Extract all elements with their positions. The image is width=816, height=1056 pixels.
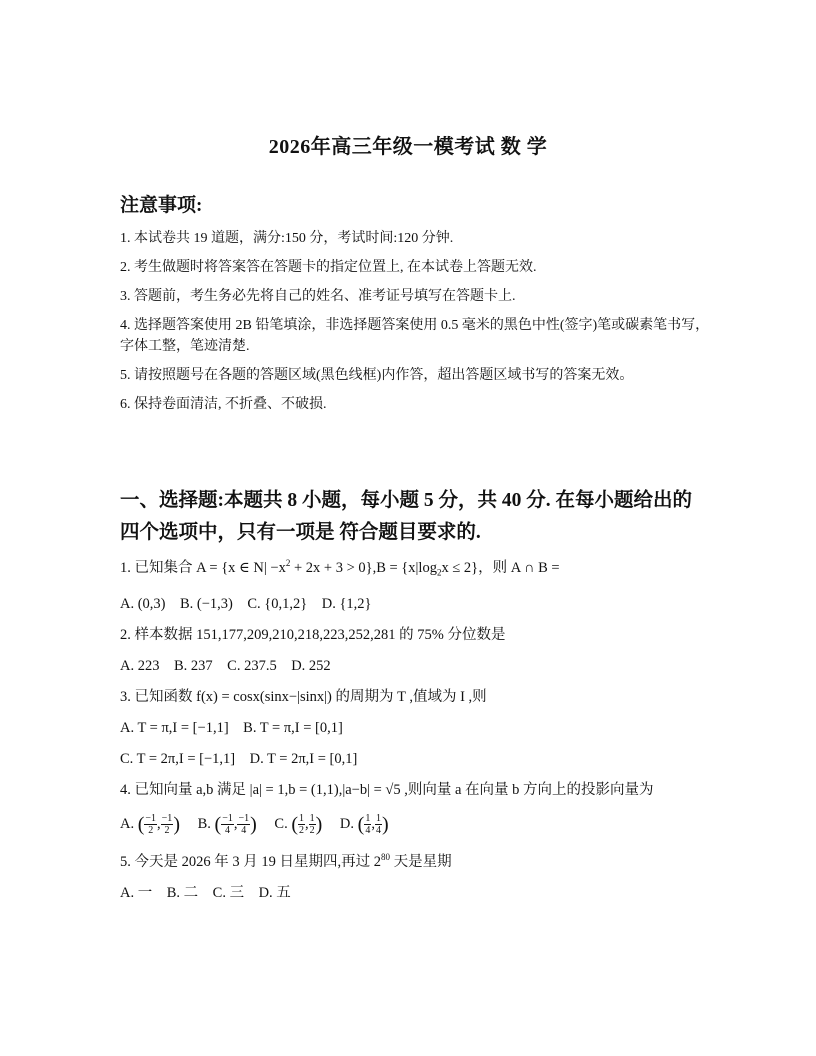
question-2-stem: 2. 样本数据 151,177,209,210,218,223,252,281 的 75% 分位数是 [120, 626, 506, 643]
option-label: C. [274, 815, 288, 832]
numerator: −1 [238, 812, 250, 824]
denominator: 4 [375, 824, 381, 836]
question-3-options-row-1: A. T = π,I = [−1,1] B. T = π,I = [0,1] [120, 719, 343, 736]
notice-item: 2. 考生做题时将答案答在答题卡的指定位置上, 在本试卷上答题无效. [120, 260, 537, 275]
right-paren: ) [250, 813, 257, 836]
numerator: 1 [309, 812, 315, 824]
denominator: 2 [299, 824, 304, 836]
numerator: −1 [145, 812, 157, 824]
question-3-options-row-2: C. T = 2π,I = [−1,1] D. T = 2π,I = [0,1] [120, 750, 358, 767]
denominator: 4 [365, 824, 371, 836]
fraction [221, 813, 234, 836]
question-1-text-c: x ≤ 2}，则 A ∩ B = [441, 559, 560, 576]
question-1-options: A. (0,3) B. (−1,3) C. {0,1,2} D. {1,2} [120, 595, 372, 612]
question-1-stem [120, 553, 720, 584]
denominator: 2 [148, 824, 154, 836]
question-1-subscript: 2 [436, 567, 442, 578]
fraction [144, 813, 157, 836]
notice-list [120, 228, 710, 423]
question-2-options: A. 223 B. 237 C. 237.5 D. 252 [120, 657, 331, 674]
notice-item: 5. 请按照题号在各题的答题区域(黑色线框)内作答，超出答题区域书写的答案无效。 [120, 368, 634, 383]
numerator: −1 [161, 812, 173, 824]
fraction [237, 813, 250, 836]
left-paren: ( [357, 813, 365, 836]
fraction [298, 813, 305, 836]
fraction [309, 813, 316, 836]
question-4-option-d: D. ( $\frac{1}{4}$ , $\frac{1}{4}$ ) [339, 812, 389, 836]
question-5-stem [120, 847, 720, 873]
question-5-text-b: 天是星期 [390, 854, 452, 871]
numerator: 1 [365, 812, 371, 824]
numerator: −1 [222, 812, 233, 824]
question-4-option-c: C. ( $\frac{1}{2}$ , $\frac{1}{2}$ ) [274, 812, 323, 836]
question-5-superscript: 80 [381, 852, 390, 863]
question-4-option-b: B. ( $\frac{-1}{4}$ , $\frac{-1}{4}$ ) [197, 812, 257, 836]
notice-item: 3. 答题前，考生务必先将自己的姓名、准考证号填写在答题卡上. [120, 289, 516, 304]
question-1-superscript: 2 [285, 558, 291, 568]
denominator: 2 [309, 824, 315, 836]
question-4-option-a: A. ( $\frac{-1}{2}$ , $\frac{-1}{2}$ ) [120, 812, 180, 836]
left-paren: ( [214, 813, 222, 836]
option-label: A. [120, 815, 135, 832]
numerator: 1 [375, 812, 381, 824]
option-label: D. [339, 815, 355, 832]
exam-title: 2026年高三年级一模考试 数 学 [268, 136, 548, 158]
question-1-text-b: + 2x + 3 > 0},B = {x|log [290, 559, 437, 576]
left-paren: ( [137, 813, 145, 836]
question-5-text-a: 5. 今天是 2026 年 3 月 19 日星期四,再过 2 [120, 854, 381, 871]
denominator: 4 [225, 824, 231, 836]
question-3-stem: 3. 已知函数 f(x) = cosx(sinx−|sinx|) 的周期为 T ,值域为 I ,则 [120, 688, 487, 705]
right-paren: ) [173, 813, 180, 836]
notice-item: 1. 本试卷共 19 道题，满分:150 分，考试时间:120 分钟. [120, 231, 454, 246]
question-1-text-a: 1. 已知集合 A = {x ∈ N| −x [120, 559, 286, 576]
left-paren: ( [291, 813, 298, 836]
fraction [375, 813, 382, 836]
denominator: 4 [241, 824, 247, 836]
numerator: 1 [299, 812, 304, 824]
right-paren: ) [315, 813, 323, 836]
right-paren: ) [381, 813, 389, 836]
section-heading: 一、选择题:本题共 8 小题，每小题 5 分，共 40 分. 在每小题给出的四个选项中，只有一项是 符合题目要求的. [120, 490, 692, 543]
notice-item: 4. 选择题答案使用 2B 铅笔填涂，非选择题答案使用 0.5 毫米的黑色中性(签字)笔或碳素笔书写，字体工整，笔迹清楚. [120, 318, 710, 354]
notice-heading: 注意事项: [120, 195, 203, 216]
question-4-stem: 4. 已知向量 a,b 满足 |a| = 1,b = (1,1),|a−b| = √5 ,则向量 a 在向量 b 方向上的投影向量为 [120, 781, 654, 798]
fraction [364, 813, 371, 836]
denominator: 2 [164, 824, 170, 836]
fraction [161, 813, 174, 836]
question-list [120, 553, 720, 914]
notice-item: 6. 保持卷面清洁, 不折叠、不破损. [120, 397, 327, 412]
question-4-options [120, 811, 720, 838]
question-5-options: A. 一 B. 二 C. 三 D. 五 [120, 885, 291, 902]
option-label: B. [197, 815, 211, 832]
